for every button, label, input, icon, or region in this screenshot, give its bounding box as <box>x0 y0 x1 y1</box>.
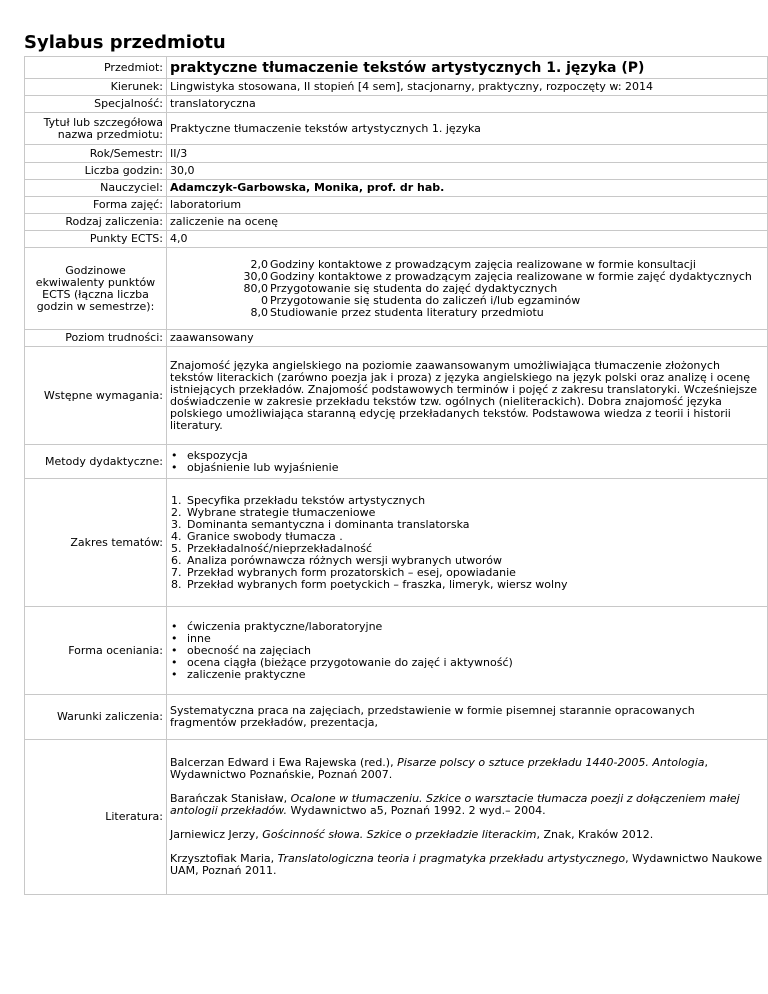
entry-title: Ocalone w tłumaczeniu. Szkice o warsztacie tłumacza poezji z dołączeniem małej antologii przekładów. <box>170 792 740 817</box>
row-forma <box>25 197 768 214</box>
ects-item-hours: 2,0 <box>250 257 268 271</box>
entry-title: Pisarze polscy o sztuce przekładu 1440-2005. Antologia <box>397 756 705 769</box>
row-warunki <box>25 695 768 740</box>
ects-item-desc: Studiowanie przez studenta literatury przedmiotu <box>270 305 544 319</box>
entry-author: Balcerzan Edward i Ewa Rajewska (red.), <box>170 756 398 769</box>
value-godziny: 30,0 <box>167 163 768 180</box>
value-poziom: zaawansowany <box>167 330 768 347</box>
label-zaliczenie: Rodzaj zaliczenia: <box>25 214 167 231</box>
row-metody <box>25 445 768 479</box>
entry-title: Gościnność słowa. Szkice o przekładzie literackim <box>262 828 537 841</box>
ects-item-hours: 80,0 <box>243 281 268 295</box>
label-ekw-line2: ekwiwalenty punktów <box>35 275 156 289</box>
list-item: • obecność na zajęciach <box>170 645 764 657</box>
label-godziny: Liczba godzin: <box>25 163 167 180</box>
label-ekw-line3: ECTS (łączna liczba <box>42 287 149 301</box>
row-ocenianie <box>25 607 768 695</box>
label-ekw-line4: godzin w semestrze): <box>36 299 155 313</box>
value-rok: II/3 <box>167 145 768 163</box>
list-item: Specyfika przekładu tekstów artystycznych <box>187 493 426 507</box>
row-nauczyciel <box>25 180 768 197</box>
ects-item-hours: 0 <box>261 293 268 307</box>
syllabus-table <box>24 56 768 895</box>
row-ekwiwalenty <box>25 248 768 330</box>
value-specjalnosc: translatoryczna <box>167 96 768 113</box>
list-item: Przekład wybranych form poetyckich – fraszka, limeryk, wiersz wolny <box>187 577 568 591</box>
label-literatura: Literatura: <box>25 740 167 895</box>
ects-item-desc: Przygotowanie się studenta do zaliczeń i/lub egzaminów <box>270 293 581 307</box>
row-ects <box>25 231 768 248</box>
label-ekwiwalenty <box>25 248 167 330</box>
label-przedmiot: Przedmiot: <box>25 57 167 79</box>
value-przedmiot: praktyczne tłumaczenie tekstów artystycznych 1. języka (P) <box>167 57 768 79</box>
list-item: • ocena ciągła (bieżące przygotowanie do zajęć i aktywność) <box>170 657 764 669</box>
label-warunki: Warunki zaliczenia: <box>25 695 167 740</box>
entry-author: Jarniewicz Jerzy, <box>170 828 263 841</box>
entry-author: Krzysztofiak Maria, <box>170 852 278 865</box>
label-ekw-line1: Godzinowe <box>65 263 126 277</box>
list-item: • zaliczenie praktyczne <box>170 669 764 681</box>
ects-item <box>170 271 764 283</box>
value-metody <box>167 445 768 479</box>
row-kierunek <box>25 79 768 96</box>
ects-item-desc: Przygotowanie się studenta do zajęć dydaktycznych <box>270 281 558 295</box>
label-poziom: Poziom trudności: <box>25 330 167 347</box>
list-item: • ekspozycja <box>170 450 764 462</box>
list-item: Granice swobody tłumacza . <box>187 529 343 543</box>
label-metody: Metody dydaktyczne: <box>25 445 167 479</box>
row-godziny <box>25 163 768 180</box>
bibliography-entry <box>170 793 764 817</box>
entry-author: Barańczak Stanisław, <box>170 792 291 805</box>
ects-item <box>170 307 764 319</box>
entry-publisher: Wydawnictwo a5, Poznań 1992. 2 wyd.– 2004. <box>286 804 546 817</box>
row-poziom <box>25 330 768 347</box>
label-specjalnosc: Specjalność: <box>25 96 167 113</box>
label-kierunek: Kierunek: <box>25 79 167 96</box>
label-ects: Punkty ECTS: <box>25 231 167 248</box>
row-literatura <box>25 740 768 895</box>
label-nauczyciel: Nauczyciel: <box>25 180 167 197</box>
row-tytul <box>25 113 768 145</box>
label-ocenianie: Forma oceniania: <box>25 607 167 695</box>
entry-title: Translatologiczna teoria i pragmatyka przekładu artystycznego <box>277 852 626 865</box>
value-literatura <box>167 740 768 895</box>
list-item: Dominanta semantyczna i dominanta translatorska <box>187 517 470 531</box>
value-warunki: Systematyczna praca na zajęciach, przedstawienie w formie pisemnej starannie opracowanych fragmentów przekładów, prezentacja, <box>167 695 768 740</box>
bibliography-entry <box>170 853 764 877</box>
label-rok: Rok/Semestr: <box>25 145 167 163</box>
value-kierunek: Lingwistyka stosowana, II stopień [4 sem], stacjonarny, praktyczny, rozpoczęty w: 2014 <box>167 79 768 96</box>
row-zaliczenie <box>25 214 768 231</box>
label-tytul-line2: nazwa przedmiotu: <box>57 127 163 141</box>
value-zaliczenie: zaliczenie na ocenę <box>167 214 768 231</box>
value-ekwiwalenty <box>167 248 768 330</box>
row-zakres <box>25 479 768 607</box>
ects-item-hours: 30,0 <box>243 269 268 283</box>
ects-item <box>170 283 764 295</box>
row-przedmiot <box>25 57 768 79</box>
label-tytul-line1: Tytuł lub szczegółowa <box>43 115 163 129</box>
list-item: Przekład wybranych form prozatorskich – esej, opowiadanie <box>187 565 516 579</box>
label-zakres: Zakres tematów: <box>25 479 167 607</box>
ects-item <box>170 259 764 271</box>
ects-item-hours: 8,0 <box>250 305 268 319</box>
label-wymagania: Wstępne wymagania: <box>25 347 167 445</box>
entry-publisher: , Wydawnictwo Poznańskie, Poznań 2007. <box>170 756 709 781</box>
entry-publisher: , Wydawnictwo Naukowe UAM, Poznań 2011. <box>170 852 763 877</box>
value-tytul: Praktyczne tłumaczenie tekstów artystycznych 1. języka <box>167 113 768 145</box>
value-zakres <box>167 479 768 607</box>
list-item: Przekładalność/nieprzekładalność <box>187 541 373 555</box>
bibliography-entry <box>170 757 764 781</box>
value-wymagania: Znajomość języka angielskiego na poziomie zaawansowanym umożliwiająca tłumaczenie złożonych tekstów literackich (zarówno poezja jak i proza) z języka angielskiego na język polski oraz analizę i ocenę istniejących przekładów. Znajomość podstawowych terminów i pojęć z zakresu translatoryki. Wcześniejsze doświadczenie w zakresie przekładu tekstów tzw. ogólnych (nieliterackich). Dobra znajomość języka polskiego umożliwiająca staranną edycję przekładanych tekstów. Podstawowa wiedza z teorii i historii literatury. <box>167 347 768 445</box>
value-ocenianie <box>167 607 768 695</box>
ects-item-desc: Godziny kontaktowe z prowadzącym zajęcia realizowane w formie zajęć dydaktycznych <box>270 269 752 283</box>
value-ects: 4,0 <box>167 231 768 248</box>
label-tytul <box>25 113 167 145</box>
label-forma: Forma zajęć: <box>25 197 167 214</box>
list-item: Analiza porównawcza różnych wersji wybranych utworów <box>187 553 503 567</box>
bibliography-entry <box>170 829 764 841</box>
list-item: • ćwiczenia praktyczne/laboratoryjne <box>170 621 764 633</box>
ects-item-desc: Godziny kontaktowe z prowadzącym zajęcia realizowane w formie konsultacji <box>270 257 696 271</box>
value-forma: laboratorium <box>167 197 768 214</box>
row-wymagania <box>25 347 768 445</box>
ects-item <box>170 295 764 307</box>
list-item: • inne <box>170 633 764 645</box>
row-rok <box>25 145 768 163</box>
list-item: Wybrane strategie tłumaczeniowe <box>187 505 376 519</box>
list-item: • objaśnienie lub wyjaśnienie <box>170 462 764 474</box>
value-nauczyciel: Adamczyk-Garbowska, Monika, prof. dr hab. <box>167 180 768 197</box>
page-title: Sylabus przedmiotu <box>24 32 226 53</box>
row-specjalnosc <box>25 96 768 113</box>
entry-publisher: , Znak, Kraków 2012. <box>536 828 654 841</box>
